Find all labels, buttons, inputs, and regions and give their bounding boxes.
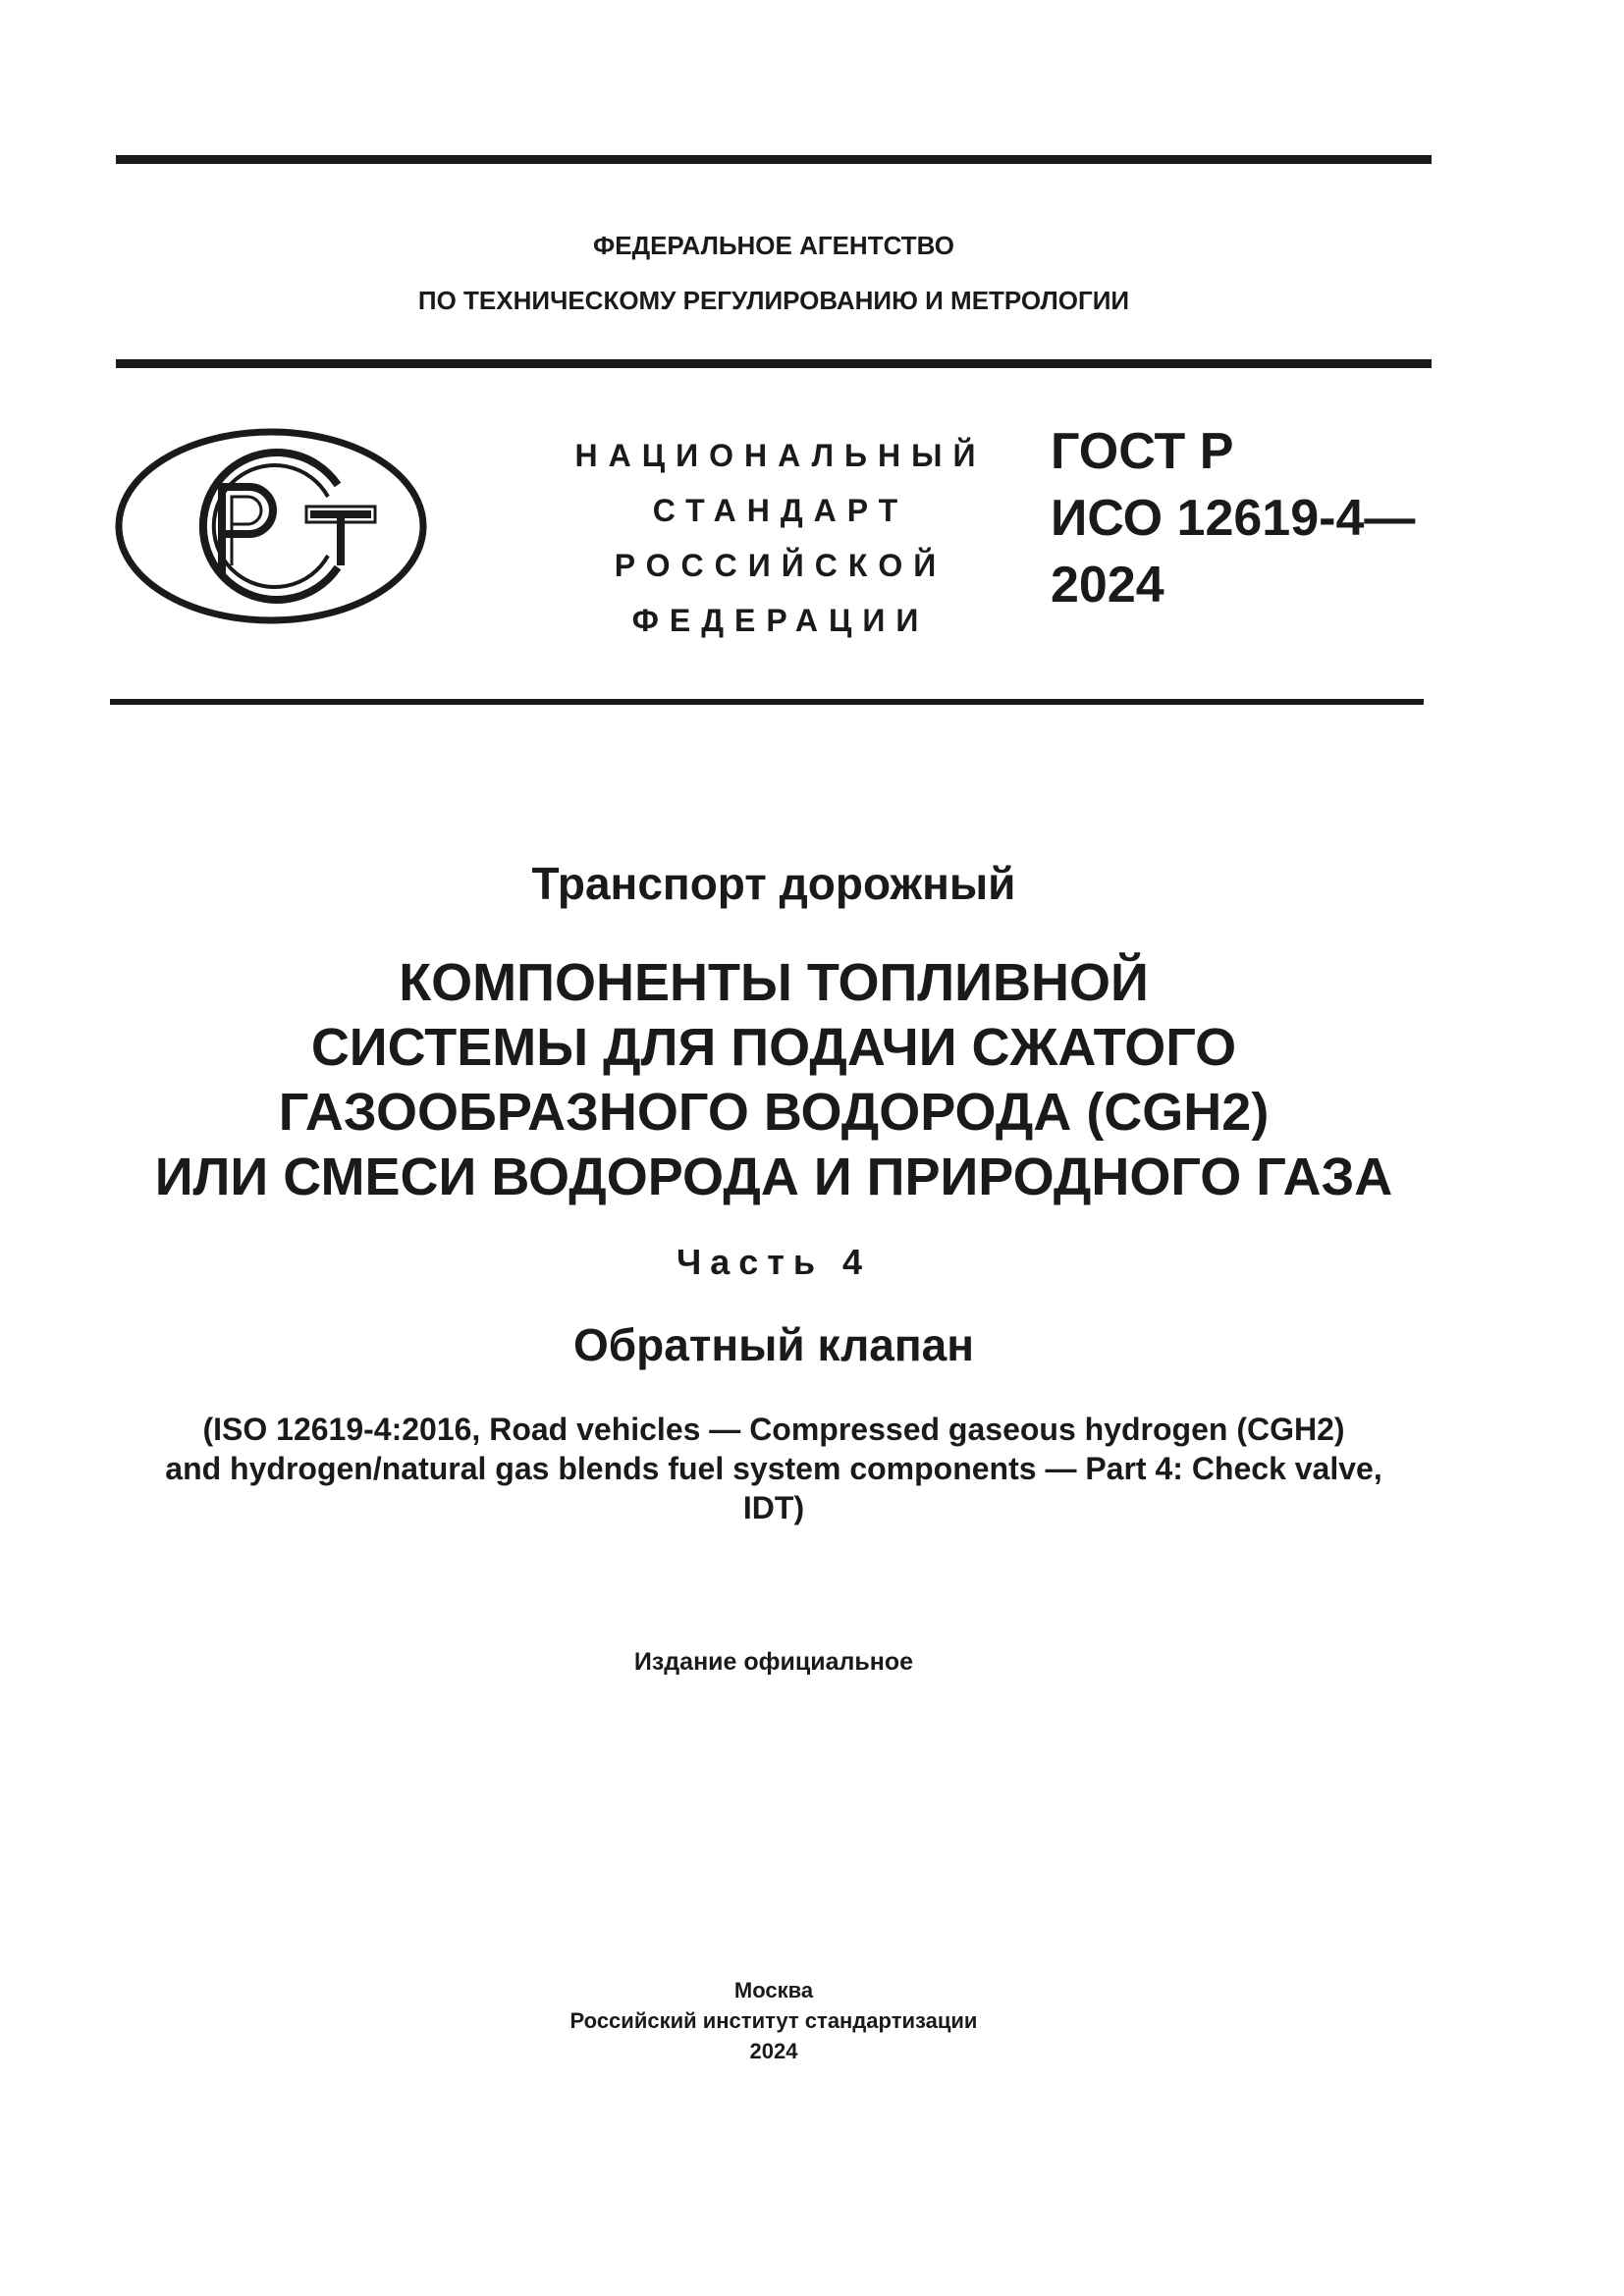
document-main-title xyxy=(98,950,1449,1209)
edition-label: Издание официальное xyxy=(633,1648,914,1676)
main-title-line-3: ГАЗООБРАЗНОГО ВОДОРОДА (CGH2) xyxy=(278,1083,1270,1142)
iso-reference-line-3: IDT) xyxy=(742,1490,805,1525)
iso-reference-line-2: and hydrogen/natural gas blends fuel system components — Part 4: Check valve, xyxy=(165,1451,1382,1486)
iso-reference xyxy=(116,1410,1432,1527)
standard-designation xyxy=(1051,418,1415,618)
agency-line-2: ПО ТЕХНИЧЕСКОМУ РЕГУЛИРОВАНИЮ И МЕТРОЛОГИИ xyxy=(417,286,1130,315)
national-standard-line-1: НАЦИОНАЛЬНЫЙ xyxy=(574,438,987,473)
rst-certification-mark-icon xyxy=(114,428,428,624)
designation-line-2: ИСО 12619-4— xyxy=(1051,490,1416,547)
imprint-publisher: Российский институт стандартизации xyxy=(569,2008,978,2033)
national-standard-label xyxy=(491,428,1070,648)
imprint-year: 2024 xyxy=(749,2039,798,2063)
national-standard-line-3: РОССИЙСКОЙ xyxy=(614,548,947,583)
iso-reference-line-1: (ISO 12619-4:2016, Road vehicles — Compressed gaseous hydrogen (CGH2) xyxy=(202,1412,1345,1447)
national-standard-line-4: ФЕДЕРАЦИИ xyxy=(631,603,930,638)
agency-bottom-rule xyxy=(116,359,1432,368)
designation-line-1: ГОСТ Р xyxy=(1051,423,1234,480)
document-subject: Транспорт дорожный xyxy=(531,858,1016,909)
main-title-line-2: СИСТЕМЫ ДЛЯ ПОДАЧИ СЖАТОГО xyxy=(310,1018,1237,1077)
top-rule xyxy=(116,155,1432,164)
header-bottom-rule xyxy=(110,699,1424,705)
national-standard-line-2: СТАНДАРТ xyxy=(652,493,909,528)
agency-line-1: ФЕДЕРАЛЬНОЕ АГЕНТСТВО xyxy=(593,231,954,260)
part-number: Часть 4 xyxy=(676,1242,872,1282)
imprint-city: Москва xyxy=(733,1978,814,2002)
publisher-imprint xyxy=(116,1975,1432,2066)
designation-line-3: 2024 xyxy=(1051,557,1164,614)
main-title-line-1: КОМПОНЕНТЫ ТОПЛИВНОЙ xyxy=(399,953,1149,1012)
part-title: Обратный клапан xyxy=(572,1319,975,1370)
agency-name xyxy=(116,218,1432,328)
main-title-line-4: ИЛИ СМЕСИ ВОДОРОДА И ПРИРОДНОГО ГАЗА xyxy=(154,1148,1393,1206)
